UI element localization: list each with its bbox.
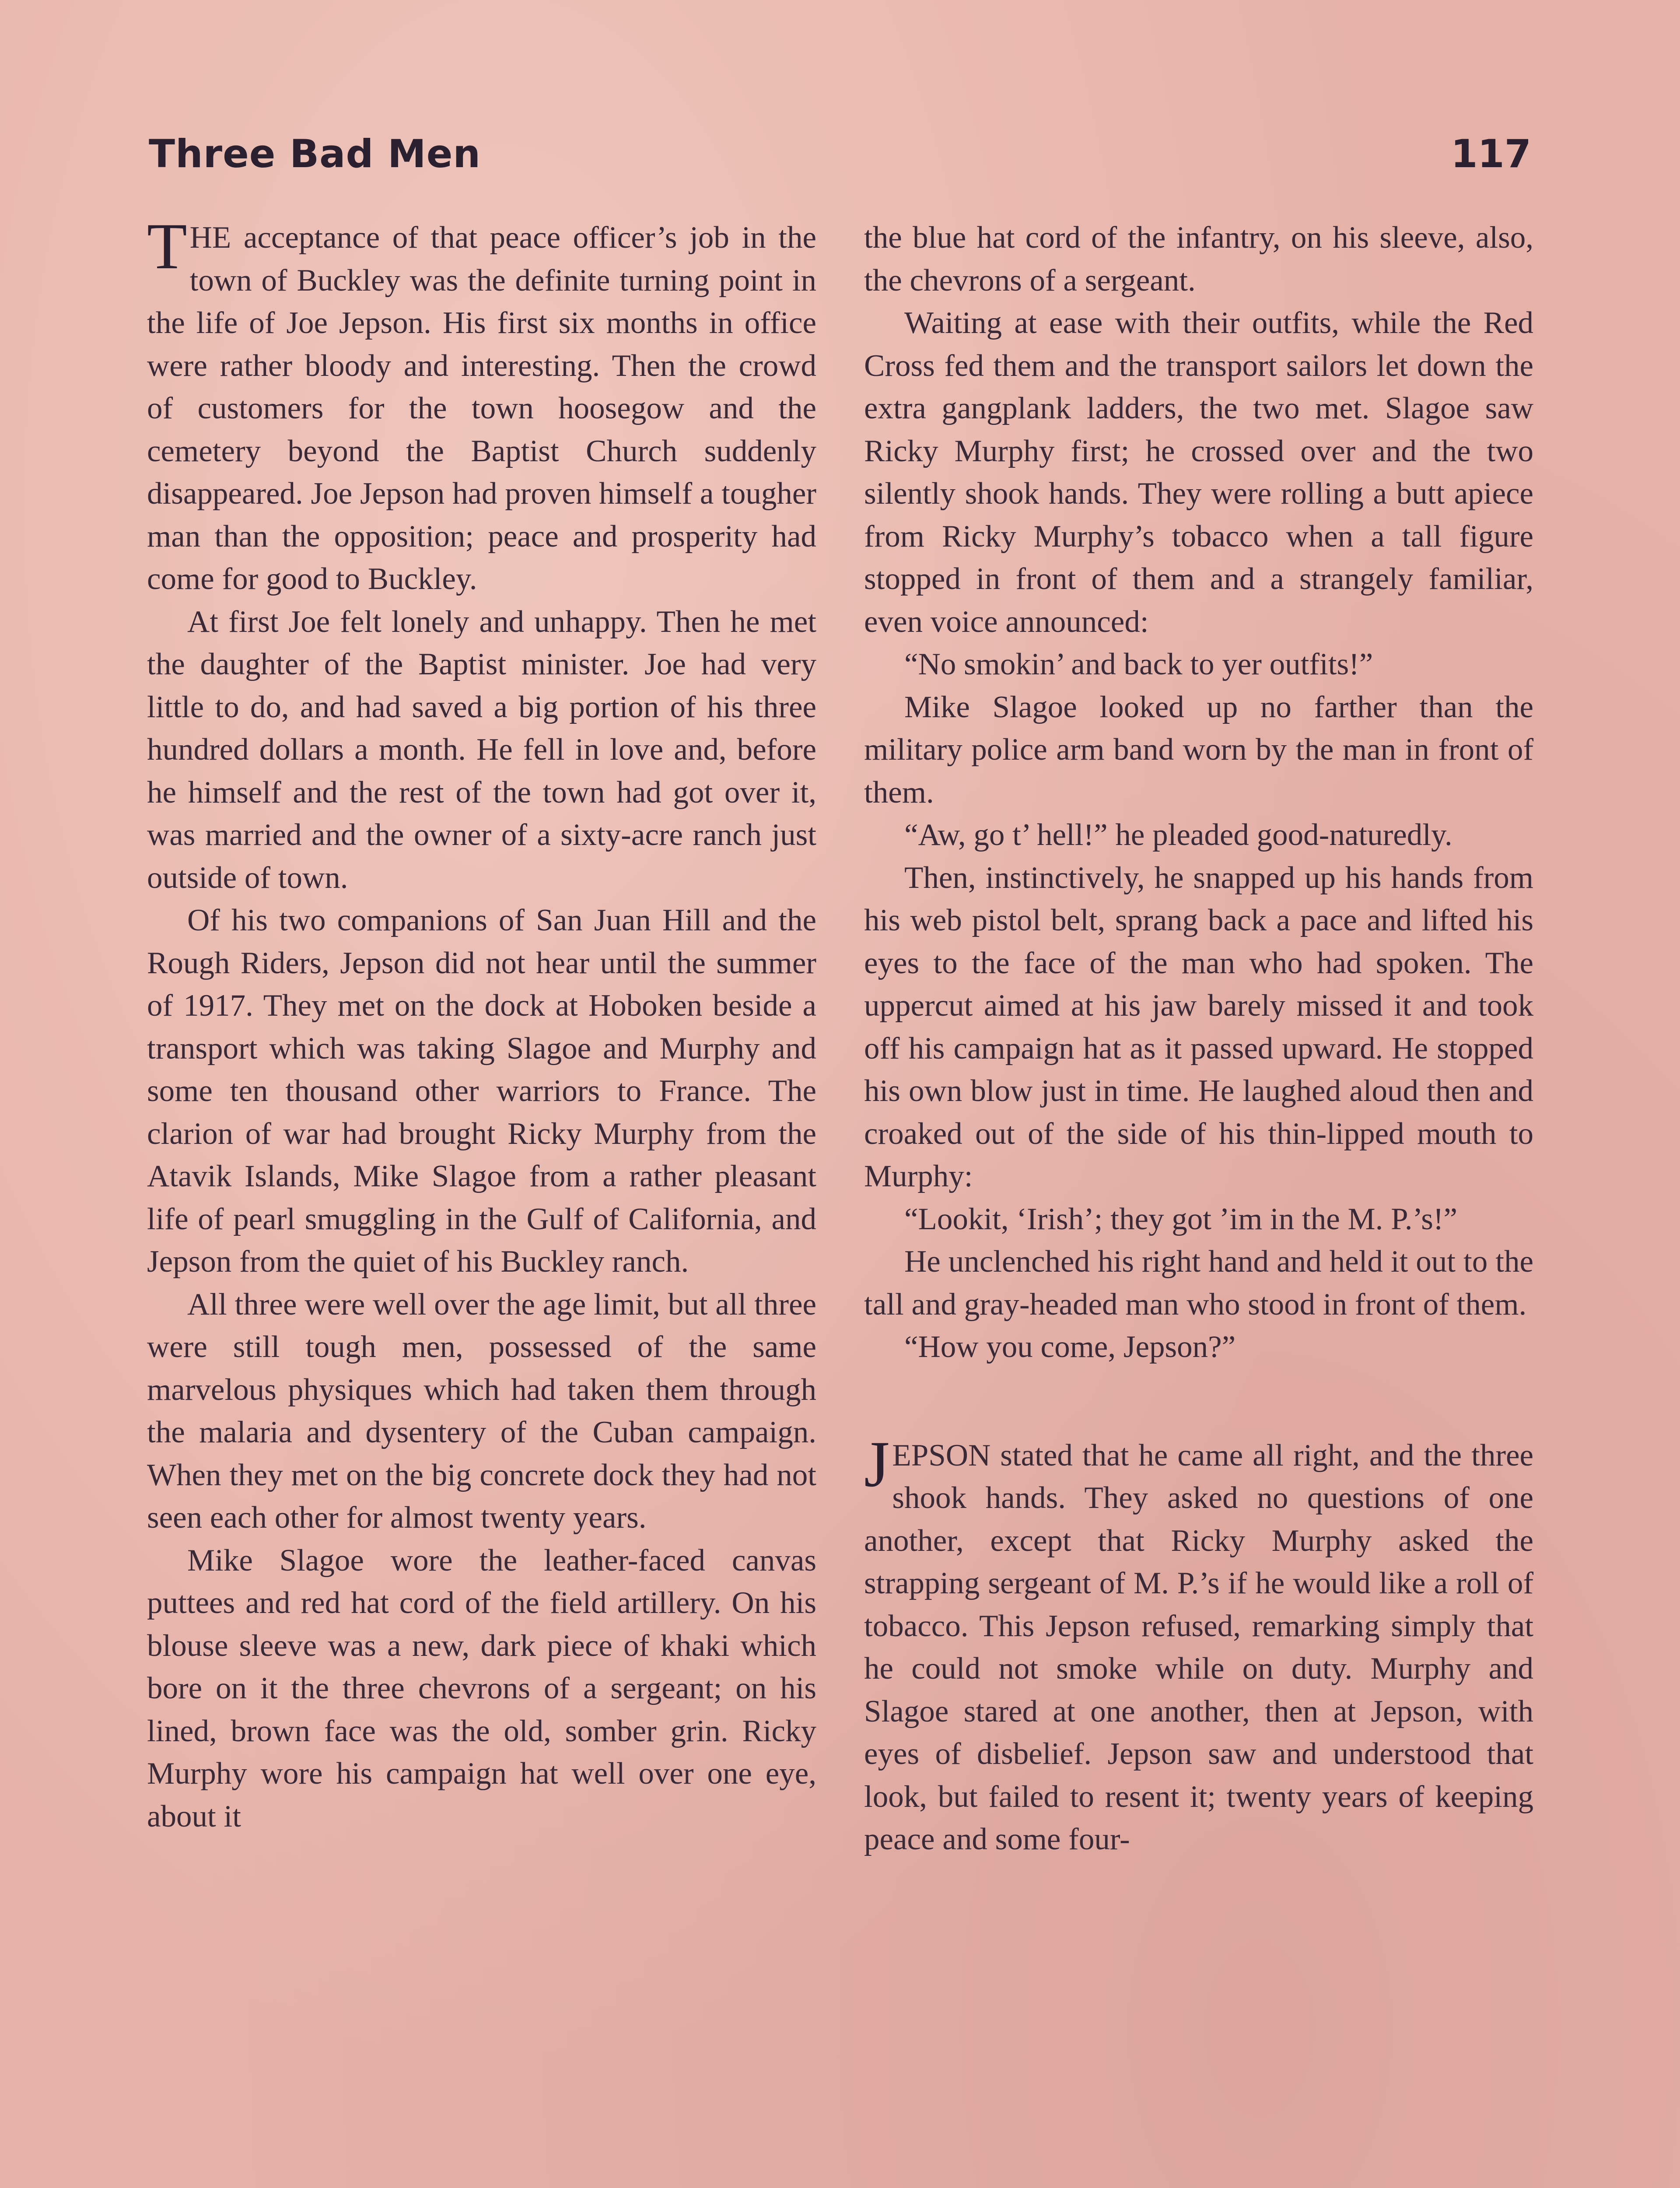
paragraph: Then, instinctively, he snapped up his hands from his web pistol belt, sprang back a pace and lifted his eyes to the face of the man who had spoken. The uppercut aimed at his jaw barely missed it and took off his campaign hat as it passed upward. He stopped his own blow just in time. He laughed aloud then and croaked out of the side of his thin-lipped mouth to Murphy: [864,860,1533,1193]
paragraph: All three were well over the age limit, but all three were still tough men, possessed of the same marvelous physiques which had taken them through the malaria and dysentery of the Cuban campaign. When they met on the big concrete dock they had not seen each other for almost twenty years. [147,1287,816,1535]
drop-cap: J [864,1427,890,1501]
paragraph: Waiting at ease with their outfits, while the Red Cross fed them and the transport sailors let down the extra gangplank ladders, the two met. Slagoe saw Ricky Murphy first; he crossed over and the two silently shook hands. They were rolling a butt apiece from Ricky Murphy’s tobacco when a tall figure stopped in front of them and a strangely familiar, even voice announced: [864,306,1533,639]
paragraph: THE acceptance of that peace officer’s job in the town of Buckley was the definite turning point in the life of Joe Jepson. His first six months in office were rather bloody and interesting. Then the crowd of customers for the town hoosegow and the cemetery beyond the Baptist Church suddenly disappeared. Joe Jepson had proven himself a tougher man than the opposition; peace and prosperity had come for good to Buckley. [147,210,817,596]
page-number: 117 [1451,131,1531,176]
paragraph: Of his two companions of San Juan Hill and the Rough Riders, Jepson did not hear until the summer of 1917. They met on the dock at Hoboken beside a transport which was taking Slagoe and Murphy and some ten thousand other warriors to France. The clarion of war had brought Ricky Murphy from the Atavik Islands, Mike Slagoe from a rather pleasant life of pearl smuggling in the Gulf of California, and Jepson from the quiet of his Buckley ranch. [147,903,816,1279]
paragraph: JEPSON stated that he came all right, and the three shook hands. They asked no questions of one another, except that Ricky Murphy asked the strapping sergeant of M. P.’s if he would like a roll of tobacco. This Jepson refused, remarking simply that he could not smoke while on duty. Murphy and Slagoe stared at one another, then at Jepson, with eyes of disbelief. Jepson saw and understood that look, but failed to resent it; twenty years of keeping peace and some four- [864,1427,1533,1856]
paragraph: Mike Slagoe looked up no farther than the military police arm band worn by the man in front of them. [864,690,1533,810]
left-column [147,210,817,1838]
drop-cap: T [147,210,187,283]
paragraph: “No smokin’ and back to yer outfits!” [904,647,1373,681]
paragraph: He unclenched his right hand and held it out to the tall and gray-headed man who stood in front of them. [864,1245,1533,1322]
paragraph: “Lookit, ‘Irish’; they got ’im in the M. P.’s!” [904,1202,1458,1236]
running-head-title: Three Bad Men [149,131,481,176]
paragraph: “Aw, go t’ hell!” he pleaded good-naturedly. [904,818,1452,852]
paragraph: Mike Slagoe wore the leather-faced canvas puttees and red hat cord of the field artillery. On his blouse sleeve was a new, dark piece of khaki which bore on it the three chevrons of a sergeant; on his lined, brown face was the old, somber grin. Ricky Murphy wore his campaign hat well over one eye, about it [147,1543,816,1834]
right-column [864,217,1533,1861]
paragraph: At first Joe felt lonely and unhappy. Then he met the daughter of the Baptist minister. Joe had very little to do, and had saved a big portion of his three hundred dollars a month. He fell in love and, before he himself and the rest of the town had got over it, was married and the owner of a sixty-acre ranch just outside of town. [147,604,816,895]
paragraph: the blue hat cord of the infantry, on his sleeve, also, the chevrons of a sergeant. [864,221,1533,298]
paragraph: “How you come, Jepson?” [904,1330,1236,1364]
